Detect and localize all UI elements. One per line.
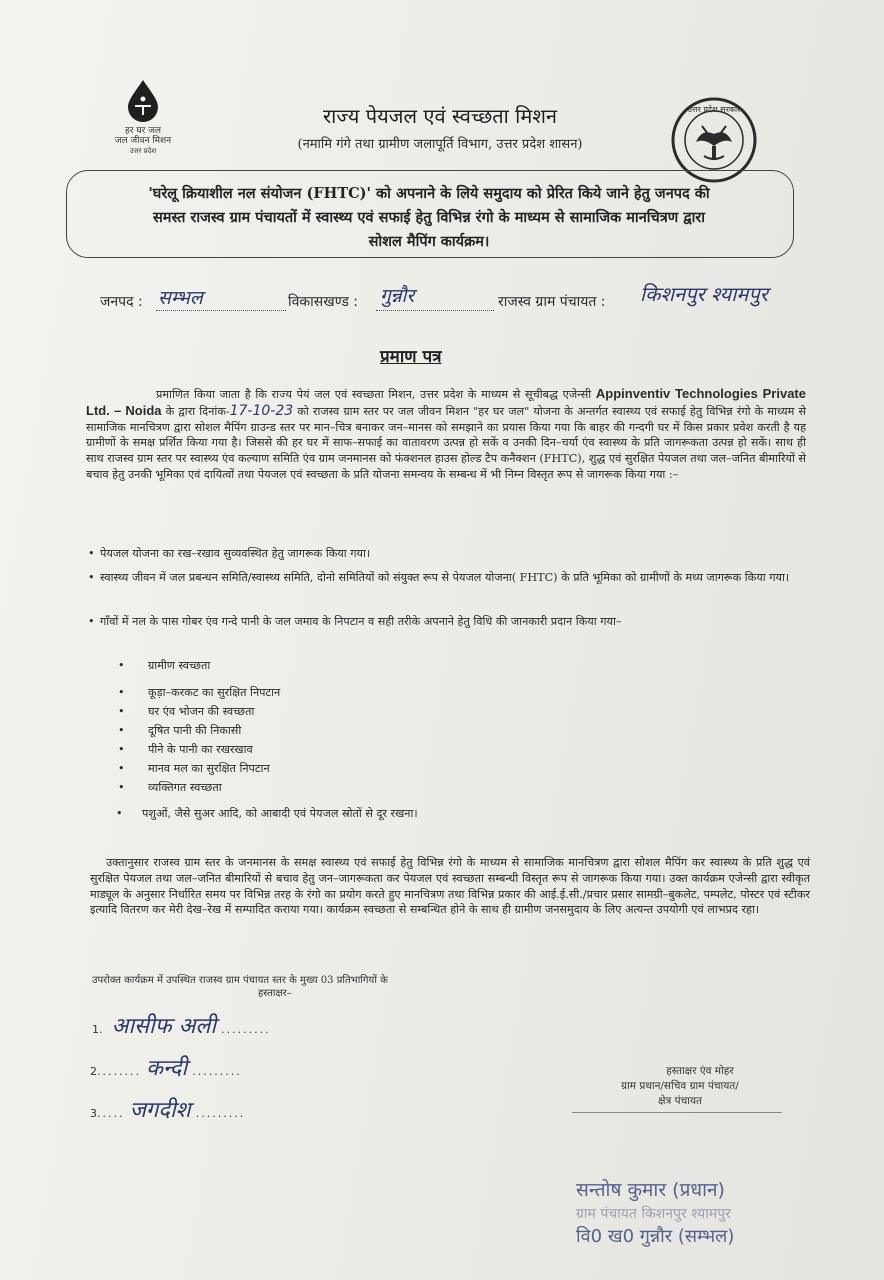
district-value: सम्भल xyxy=(158,287,203,309)
banner-line-2: समस्त राजस्व ग्राम पंचायतों में स्वास्थ्य एवं सफाई हेतु विभिन्न रंगो के माध्यम से सामाजिक मानचित्रण द्वारा xyxy=(152,209,706,226)
list-item: • ग्रामीण स्वच्छता xyxy=(118,659,211,672)
block-label: विकासखण्ड : xyxy=(288,294,359,310)
bullet-item-4: • पशुओं, जैसे सुअर आदि, को आबादी एवं पेयजल स्रोतों से दूर रखना। xyxy=(116,807,418,820)
district-label: जनपद : xyxy=(100,294,143,310)
program-date: 17-10-23 xyxy=(229,402,294,419)
bullet-item-2: • स्वास्थ्य जीवन में जल प्रबन्धन समिति/स्वास्थ्य समिति, दोनो समितियों को संयुक्त रूप से पेयजल योजना( FHTC) के प्रति भूमिका को ग्रामीणों के मध्य जागरूक किया गया। xyxy=(88,571,790,584)
pradhan-stamp-name: सन्तोष कुमार (प्रधान) xyxy=(576,1179,725,1201)
list-item: • पीने के पानी का रखरखाव xyxy=(118,743,253,756)
logo-caption-3: उत्तर प्रदेश xyxy=(129,147,157,155)
water-drop-icon xyxy=(123,78,163,122)
logo-caption-1: हर घर जल xyxy=(125,126,161,136)
participants-note: उपरोक्त कार्यक्रम में उपस्थित राजस्व ग्राम पंचायत स्तर के मुख्य 03 प्रतिभागियों के हस्ताक्षर– xyxy=(92,975,388,999)
banner-line-3: सोशल मैपिंग कार्यक्रम। xyxy=(368,233,490,250)
bullet-item-3: • गाँवों में नल के पास गोबर एंव गन्दे पानी के जल जमाव के निपटान व सही तरीके अपनाने हेतु विधि की जानकारी प्रदान किया गया– xyxy=(88,615,622,628)
participant-signature-2: 2........ कन्दी ......... xyxy=(90,1056,242,1081)
official-signature-block: हस्ताक्षर एंव मोहर ग्राम प्रधान/सचिव ग्राम पंचायत/ क्षेत्र पंचायत xyxy=(621,1065,739,1107)
sanitation-topics-list xyxy=(118,656,618,797)
agency-name: Appinventiv Technologies Private Ltd. – Noida xyxy=(86,386,806,418)
district-dotted-line xyxy=(156,294,286,311)
participant-signature-1: 1. आसीफ अली ......... xyxy=(92,1014,271,1039)
list-item: • घर एंव भोजन की स्वच्छता xyxy=(118,705,255,718)
para1-part3: को राजस्व ग्राम स्तर पर जल जीवन मिशन "हर घर जल" योजना के अन्तर्गत स्वास्थ्य एवं सफाई हेतु विभिन्न रंगो के माध्यम से सामाजिक मानचित्रण द्वारा सोशल मैपिंग ग्राउन्ड स्तर पर मान–चित्र बनाकर जन–मानस को समझाने का प्रयास किया गया कि बाहर की गन्दगी घर में किस प्रकार प्रवेश करती है यह ग्रामीणों के समक्ष प्रर्शित किया गया है। जिससे की हर घर में साफ–सफाई का वातावरण उत्पन्न हो सकें व उनकी दिन–चर्या एंव स्वास्थ्य के प्रति जागरूकता उत्पन्न हो सकें। साथ ही साथ राजस्व ग्राम स्तर पर स्वास्थ्य एंव कल्याण समिति एंव ग्राम जनमानस को फंक्शनल हाउस होल्ड टैप कनैक्शन (FHTC), शुद्ध एवं सुरक्षित पेयजल तथा जल–जनित बीमारियों से बचाव हेतु उनकी भूमिका एवं दायित्वों तथा पेयजल एवं स्वच्छता के प्रति योजना समन्वय के सम्बन्ध में भी निम्न विस्तृत रूप से जागरूक किया गया :– xyxy=(86,404,807,481)
seal-text: उत्तर प्रदेश सरकार xyxy=(687,105,741,114)
certificate-title: प्रमाण पत्र xyxy=(380,347,442,367)
panchayat-label: राजस्व ग्राम पंचायत : xyxy=(498,294,606,310)
para1-part2: के द्वारा दिनांक- xyxy=(161,404,230,418)
panchayat-value: किशनपुर श्यामपुर xyxy=(640,282,768,306)
pradhan-stamp-village: ग्राम पंचायत किशनपुर श्यामपुर xyxy=(576,1206,731,1222)
program-banner-text xyxy=(82,182,776,254)
jal-jeevan-mission-logo xyxy=(98,78,188,158)
block-value: गुन्नौर xyxy=(380,285,415,307)
para1-part1: प्रमाणित किया जाता है कि राज्य पेयं जल एवं स्वच्छता मिशन, उत्तर प्रदेश के माध्यम से सूचीबद्ध एजेन्सी xyxy=(156,388,592,401)
certificate-paragraph-1 xyxy=(86,386,806,483)
list-item: • कूड़ा–करकट का सुरक्षित निपटान xyxy=(118,686,281,699)
list-item: • मानव मल का सुरक्षित निपटान xyxy=(118,762,270,775)
mission-subtitle: (नमामि गंगे तथा ग्रामीण जलापूर्ति विभाग, उत्तर प्रदेश शासन) xyxy=(297,137,583,152)
list-item: • दूषित पानी की निकासी xyxy=(118,724,242,737)
block-dotted-line xyxy=(376,294,494,311)
banner-line-1: 'घरेलू क्रियाशील नल संयोजन (FHTC)' को अपनाने के लिये समुदाय को प्रेरित किये जाने हेतु जनपद की xyxy=(148,185,710,202)
list-item: • व्यक्तिगत स्वच्छता xyxy=(118,781,222,794)
signature-underline xyxy=(572,1112,782,1113)
mission-title: राज्य पेयजल एवं स्वच्छता मिशन xyxy=(322,104,558,128)
certificate-paragraph-2: उक्तानुसार राजस्व ग्राम स्तर के जनमानस के समक्ष स्वास्थ्य एवं सफाई हेतु विभिन्न रंगो के माध्यम से सामाजिक मानचित्रण द्वारा सोशल मैपिंग कर स्वास्थ्य के प्रति शुद्ध एवं सुरक्षित पेयजल तथा जल–जनित बीमारियों से बचाव हेतु जन–जागरूकता कर पेयजल एवं स्वच्छता सम्बन्धी विस्तृत रूप से जागरूक किया गया। उक्त कार्यक्रम एजेन्सी द्वारा स्वीकृत माड्यूल के अनुसार निर्धारित समय पर विभिन्न तरह के रंगो का प्रयोग करते हुए मानचित्रण तथा विभिन्न प्रकार की आई.ई.सी./प्रचार प्रसार सामग्री–बुकलेट, पम्पलेट, पोस्टर एवं स्टीकर इत्यादि वितरण कर मेरी देख–रेख में सम्पादित कराया गया। कार्यक्रम स्वच्छता से सम्बन्धित होने के साथ ही ग्रामीण जनसमुदाय के लिए अत्यन्त उपयोगी एवं लाभप्रद रहा। xyxy=(90,856,810,917)
pradhan-stamp-block: वि0 ख0 गुन्नौर (सम्भल) xyxy=(576,1226,735,1247)
logo-caption-2: जल जीवन मिशन xyxy=(114,136,172,146)
bullet-item-1: • पेयजल योजना का रख–रखाव सुव्यवस्थित हेतु जागरूक किया गया। xyxy=(88,547,371,560)
participant-signature-3: 3..... जगदीश ......... xyxy=(90,1098,246,1123)
location-fields xyxy=(100,282,860,322)
